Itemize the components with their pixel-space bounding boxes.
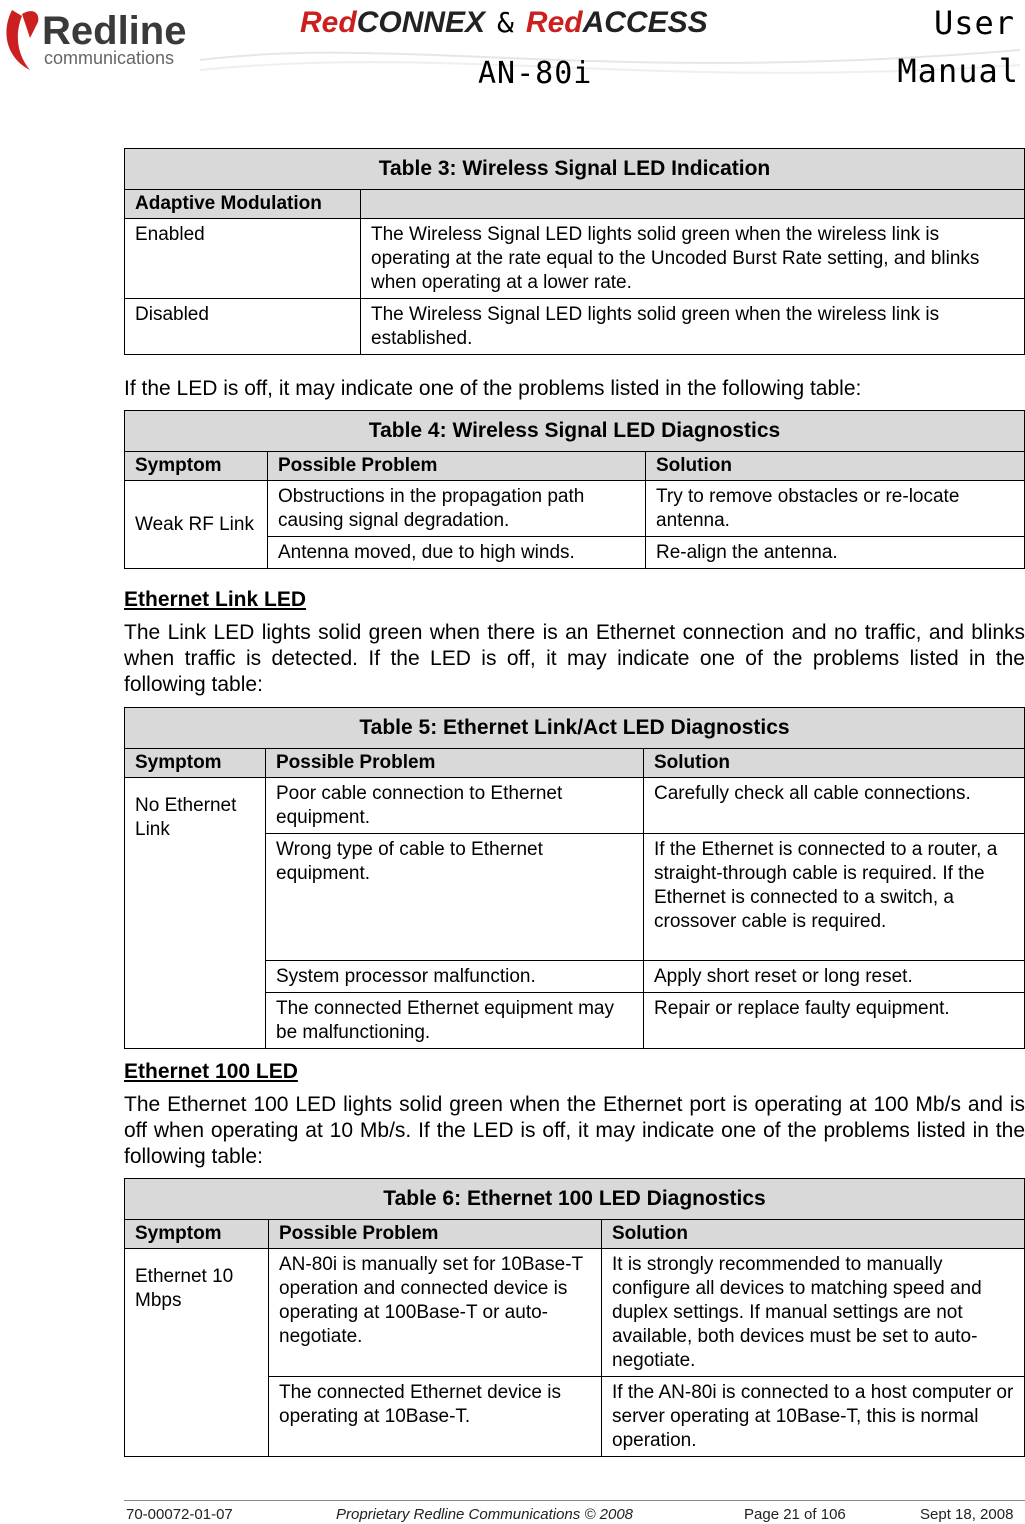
section-heading-ethernet-100: Ethernet 100 LED [124,1060,298,1083]
table-caption: Table 3: Wireless Signal LED Indication [125,149,1025,190]
footer-divider [124,1500,1025,1501]
logo-company-sub-text: communications [44,48,175,68]
caption-title: Ethernet Link/Act LED Diagnostics [443,716,790,739]
column-header-problem: Possible Problem [266,749,644,778]
caption-prefix: Table 6 [383,1187,455,1210]
model-name: AN-80i [478,56,593,91]
doc-type-line1: User [933,4,1015,42]
caption-prefix: Table 3 [378,157,450,180]
caption-title: Ethernet 100 LED Diagnostics [466,1187,766,1210]
brand2-rest: ACCESS [582,6,708,39]
table-caption: Table 5: Ethernet Link/Act LED Diagnostics [125,708,1025,749]
brand1-red: Red [300,6,357,39]
solution-cell: Re-align the antenna. [646,537,1025,569]
table-row [125,299,1025,355]
footer-doc-number: 70-00072-01-07 [126,1506,233,1523]
logo-company-text: Redline [42,9,187,53]
solution-cell: Carefully check all cable connections. [644,778,1025,834]
intro-led-off-text: If the LED is off, it may indicate one of the problems listed in the following table: [124,377,862,400]
table-wireless-signal-led-indication [124,148,1025,355]
column-header-symptom: Symptom [125,749,266,778]
ethernet-100-text: The Ethernet 100 LED lights solid green when the Ethernet port is operating at 100 Mb/s and is off when operating at 10 Mb/s. If the LED is off, it may indicate one of the problems listed in the following table: [124,1093,1025,1168]
column-header-solution: Solution [644,749,1025,778]
description-cell: The Wireless Signal LED lights solid green when the wireless link is established. [361,299,1025,355]
table-row [125,1249,1025,1377]
table-caption: Table 6: Ethernet 100 LED Diagnostics [125,1179,1025,1220]
symptom-cell: Ethernet 10 Mbps [125,1249,269,1457]
mode-cell: Disabled [125,299,361,355]
section-heading-ethernet-link: Ethernet Link LED [124,588,307,611]
column-header-solution: Solution [602,1220,1025,1249]
column-header-problem: Possible Problem [268,452,646,481]
mode-cell: Enabled [125,219,361,299]
redline-logo [4,4,214,74]
brand-line [300,6,708,40]
symptom-cell: Weak RF Link [125,481,268,569]
column-header-empty [361,190,1025,219]
table-wireless-signal-led-diagnostics [124,410,1025,569]
symptom-cell: No Ethernet Link [125,778,266,1049]
footer-date: Sept 18, 2008 [920,1506,1014,1523]
brand1-rest: CONNEX [356,6,486,39]
column-header: Adaptive Modulation [125,190,361,219]
column-header-symptom: Symptom [125,1220,269,1249]
ethernet-link-text: The Link LED lights solid green when there is an Ethernet connection and no traffic, and blinks when traffic is detected. If the LED is off, it may indicate one of the problems listed in the following table: [124,621,1025,696]
problem-cell: AN-80i is manually set for 10Base-T operation and connected device is operating at 100Base-T or auto-negotiate. [269,1249,602,1377]
description-cell: The Wireless Signal LED lights solid green when the wireless link is operating at the rate equal to the Uncoded Burst Rate setting, and blinks when operating at a lower rate. [361,219,1025,299]
doc-type-line2: Manual [897,52,1019,90]
problem-cell: System processor malfunction. [266,961,644,993]
column-header-solution: Solution [646,452,1025,481]
footer-proprietary: Proprietary Redline Communications © 2008 [336,1506,634,1523]
column-header-problem: Possible Problem [269,1220,602,1249]
caption-prefix: Table 4 [368,419,440,442]
table-ethernet-100-led-diagnostics [124,1178,1025,1457]
brand2-red: Red [525,6,583,39]
problem-cell: Obstructions in the propagation path causing signal degradation. [268,481,646,537]
problem-cell: The connected Ethernet device is operating at 10Base-T. [269,1377,602,1457]
solution-cell: Apply short reset or long reset. [644,961,1025,993]
problem-cell: The connected Ethernet equipment may be malfunctioning. [266,993,644,1049]
solution-cell: If the AN-80i is connected to a host computer or server operating at 10Base-T, this is normal operation. [602,1377,1025,1457]
solution-cell: If the Ethernet is connected to a router, a straight-through cable is required. If the Ethernet is connected to a switch, a crossover cable is required. [644,834,1025,961]
table-ethernet-link-act-led-diagnostics [124,707,1025,1049]
page-header [0,0,1025,100]
table-row [125,219,1025,299]
caption-title: Wireless Signal LED Diagnostics [452,419,781,442]
footer-page-number: Page 21 of 106 [744,1506,846,1523]
table-caption: Table 4: Wireless Signal LED Diagnostics [125,411,1025,452]
problem-cell: Poor cable connection to Ethernet equipment. [266,778,644,834]
solution-cell: Try to remove obstacles or re-locate antenna. [646,481,1025,537]
brand-ampersand: & [497,6,514,39]
solution-cell: Repair or replace faulty equipment. [644,993,1025,1049]
redline-logo-mark-icon [4,4,214,74]
table-row [125,778,1025,834]
problem-cell: Wrong type of cable to Ethernet equipment. [266,834,644,961]
problem-cell: Antenna moved, due to high winds. [268,537,646,569]
solution-cell: It is strongly recommended to manually configure all devices to matching speed and duplex settings. If manual settings are not available, both devices must be set to auto-negotiate. [602,1249,1025,1377]
table-row [125,481,1025,537]
caption-prefix: Table 5 [359,716,431,739]
column-header-symptom: Symptom [125,452,268,481]
caption-title: Wireless Signal LED Indication [462,157,771,180]
